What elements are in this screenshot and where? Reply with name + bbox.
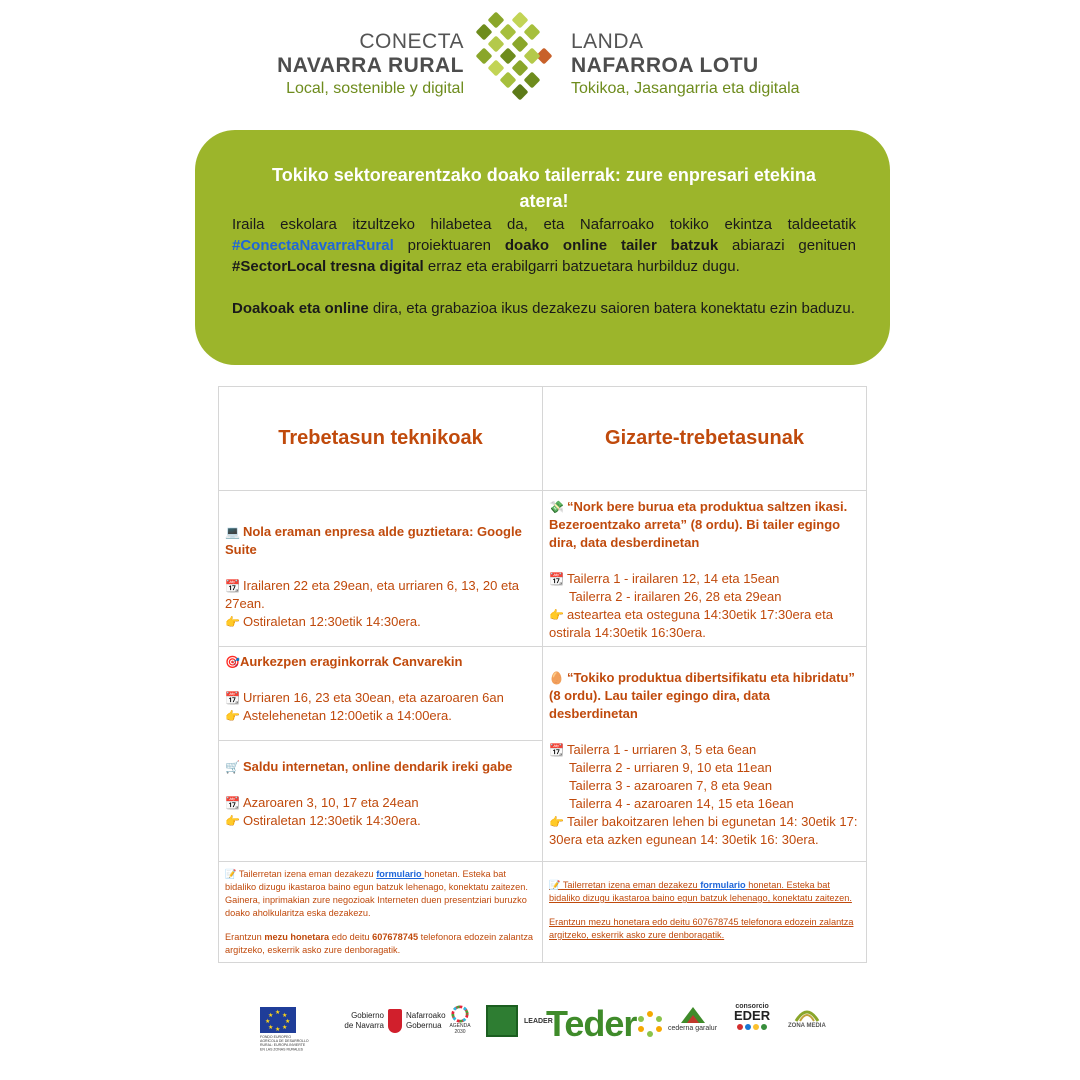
header-right-line1: LANDA — [571, 30, 644, 53]
form-link[interactable]: formulario — [700, 880, 746, 890]
workshop-self-selling: 💸 “Nork bere burua eta produktua saltzen ikasi. Bezeroentzako arreta” (8 ordu). Bi tailer egingo dira, data desberdinetan 📆 Tailerra 1 - irailaren 12, 14 eta 15ean Tailerra 2 - irailaren 26, 28 eta 29ean 👉 asteartea eta osteguna 14:30etik 17:30era eta ostirala 14:30etik 16:30era. — [542, 490, 867, 647]
reply-link[interactable]: mezu honetara — [264, 932, 330, 942]
diamond-grid-logo-icon — [476, 10, 556, 106]
intro-box — [195, 130, 890, 365]
registration-note-left: 📝 Tailerretan izena eman dezakezu formulario honetan. Esteka bat bidaliko dizugu ikastaroa baino egun batzuk lehenago, konektatu zaitezen. Gainera, inprimakian zure negozioak Interneten duen presentziari buruzko doako aholkularitza eska dezakezu. Erantzun mezu honetara edo deitu 607678745 telefonora edozein zalantza argitzeko, eskerrik asko zure denboragatik. — [218, 861, 543, 963]
header-left-tagline: Local, sostenible y digital — [286, 80, 464, 97]
contact-text: Erantzun mezu honetara edo deitu 607678745 telefonora edozein zalantza argitzeko, eskerrik asko zure denboragatik. — [549, 917, 854, 940]
footer-logos — [258, 1003, 838, 1052]
header-left-line2: NAVARRA RURAL — [277, 54, 464, 77]
cederna-logo: cederna garalur — [668, 1005, 717, 1032]
workshop-diversify: 🥚 “Tokiko produktua dibertsifikatu eta hibridatu” (8 ordu). Lau tailer egingo dira, data desberdinetan 📆 Tailerra 1 - urriaren 3, 5 eta 6ean Tailerra 2 - urriaren 9, 10 eta 11ean Tailerra 3 - azaroaren 7, 8 eta 9ean Tailerra 4 - azaroaren 14, 15 eta 16ean 👉 Tailer bakoitzaren lehen bi egunetan 14: 30etik 17: 30era eta azken egunean 14: 30etik 16: 30era. — [542, 646, 867, 862]
registration-note-right: 📝 Tailerretan izena eman dezakezu formulario honetan. Esteka bat bidaliko dizugu ikastaroa baino egun batzuk lehenago, konektatu zaitezen. Erantzun mezu honetara edo deitu 607678745 telefonora edozein zalantza argitzeko, eskerrik asko zure denboragatik. — [542, 861, 867, 963]
workshops-table — [218, 386, 867, 963]
calendar-icon: 📆 — [549, 572, 564, 586]
calendar-icon: 📆 — [225, 691, 240, 705]
workshop-canva: 🎯Aurkezpen eraginkorrak Canvarekin 📆 Urriaren 16, 23 eta 30ean, eta azaroaren 6an 👉 Astelehenetan 12:00etik a 14:00era. — [218, 646, 543, 741]
intro-paragraph-1: Iraila eskolara itzultzeko hilabetea da, eta Nafarroako tokiko ekintza taldeetatik #ConectaNavarraRural proiektuaren doako online tailer batzuk abiarazi genituen #SectorLocal tresna digital erraz eta erabilgarri batzuetara hurbilduz dugu. — [232, 216, 856, 275]
leader-leaf-icon — [486, 1005, 518, 1037]
cederna-mark-icon — [679, 1005, 707, 1025]
calendar-icon: 📆 — [225, 579, 240, 593]
session-item: Tailerra 4 - azaroaren 14, 15 eta 16ean — [569, 796, 794, 811]
cart-icon: 🛒 — [225, 760, 240, 774]
eder-logo: consorcio EDER — [734, 1003, 770, 1030]
leader-logo: LEADER — [486, 1005, 553, 1037]
phone-number: 607678745 — [372, 932, 419, 942]
sun-dots-icon — [636, 1010, 664, 1038]
header-right — [571, 30, 800, 100]
pointer-icon: 👉 — [225, 615, 240, 629]
money-icon: 💸 — [549, 500, 564, 514]
calendar-icon: 📆 — [225, 796, 240, 810]
session-item: Tailerra 1 - irailaren 12, 14 eta 15ean — [566, 571, 780, 586]
header-right-line2: NAFARROA LOTU — [571, 54, 759, 77]
header-right-tagline: Tokikoa, Jasangarria eta digitala — [571, 80, 800, 97]
navarra-shield-icon — [388, 1009, 402, 1033]
laptop-icon: 💻 — [225, 525, 240, 539]
teder-logo: Teder — [546, 1003, 664, 1045]
intro-title: Tokiko sektorearentzako doako tailerrak: zure enpresari etekina atera! — [272, 165, 816, 211]
calendar-icon: 📆 — [549, 743, 564, 757]
pointer-icon: 👉 — [225, 814, 240, 828]
zona-media-mark-icon — [794, 1005, 820, 1023]
session-item: Tailerra 2 - urriaren 9, 10 eta 11ean — [569, 760, 772, 775]
hashtag-link[interactable]: #ConectaNavarraRural — [232, 237, 394, 254]
target-icon: 🎯 — [225, 655, 240, 669]
gobierno-navarra-logo: Gobierno de Navarra Nafarroako Gobernua — [344, 1009, 448, 1033]
eu-logo: ★ ★ ★ ★ ★ ★ ★ ★ FONDO EUROPEO AGRÍCOLA DE DESARROLLO RURAL: EUROPA INVIERTE EN LAS ZONAS RURALES — [260, 1007, 330, 1059]
session-item: Tailerra 2 - irailaren 26, 28 eta 29ean — [569, 589, 782, 604]
session-item: Tailerra 1 - urriaren 3, 5 eta 6ean — [566, 742, 757, 757]
agenda-2030-logo: AGENDA 2030 — [448, 1005, 472, 1035]
memo-icon: 📝 — [225, 869, 237, 879]
eu-flag-icon: ★ ★ ★ ★ ★ ★ ★ ★ — [260, 1007, 296, 1033]
session-item: Tailerra 3 - azaroaren 7, 8 eta 9ean — [569, 778, 773, 793]
header-left — [277, 30, 464, 100]
workshop-sell-online: 🛒 Saldu internetan, online dendarik ireki gabe 📆 Azaroaren 3, 10, 17 eta 24ean 👉 Ostiraletan 12:30etik 14:30era. — [218, 740, 543, 862]
form-link[interactable]: formulario — [376, 869, 425, 879]
eder-dots-icon — [737, 1024, 767, 1030]
intro-paragraph-2: Doakoak eta online dira, eta grabazioa ikus dezakezu saioren batera konektatu ezin baduzu. — [232, 300, 855, 317]
sdg-wheel-icon — [451, 1005, 469, 1023]
pointer-icon: 👉 — [225, 709, 240, 723]
header-left-line1: CONECTA — [359, 30, 464, 53]
workshop-google-suite: 💻 Nola eraman enpresa alde guztietara: Google Suite 📆 Irailaren 22 eta 29ean, eta urriaren 6, 13, 20 eta 27ean. 👉 Ostiraletan 12:30etik 14:30era. — [218, 490, 543, 647]
eggs-icon: 🥚 — [549, 671, 564, 685]
pointer-icon: 👉 — [549, 608, 564, 622]
zona-media-logo: ZONA MEDIA — [788, 1005, 826, 1029]
col-header-technical: Trebetasun teknikoak — [218, 386, 543, 491]
memo-icon: 📝 — [549, 880, 561, 890]
col-header-social: Gizarte-trebetasunak — [542, 386, 867, 491]
pointer-icon: 👉 — [549, 815, 564, 829]
